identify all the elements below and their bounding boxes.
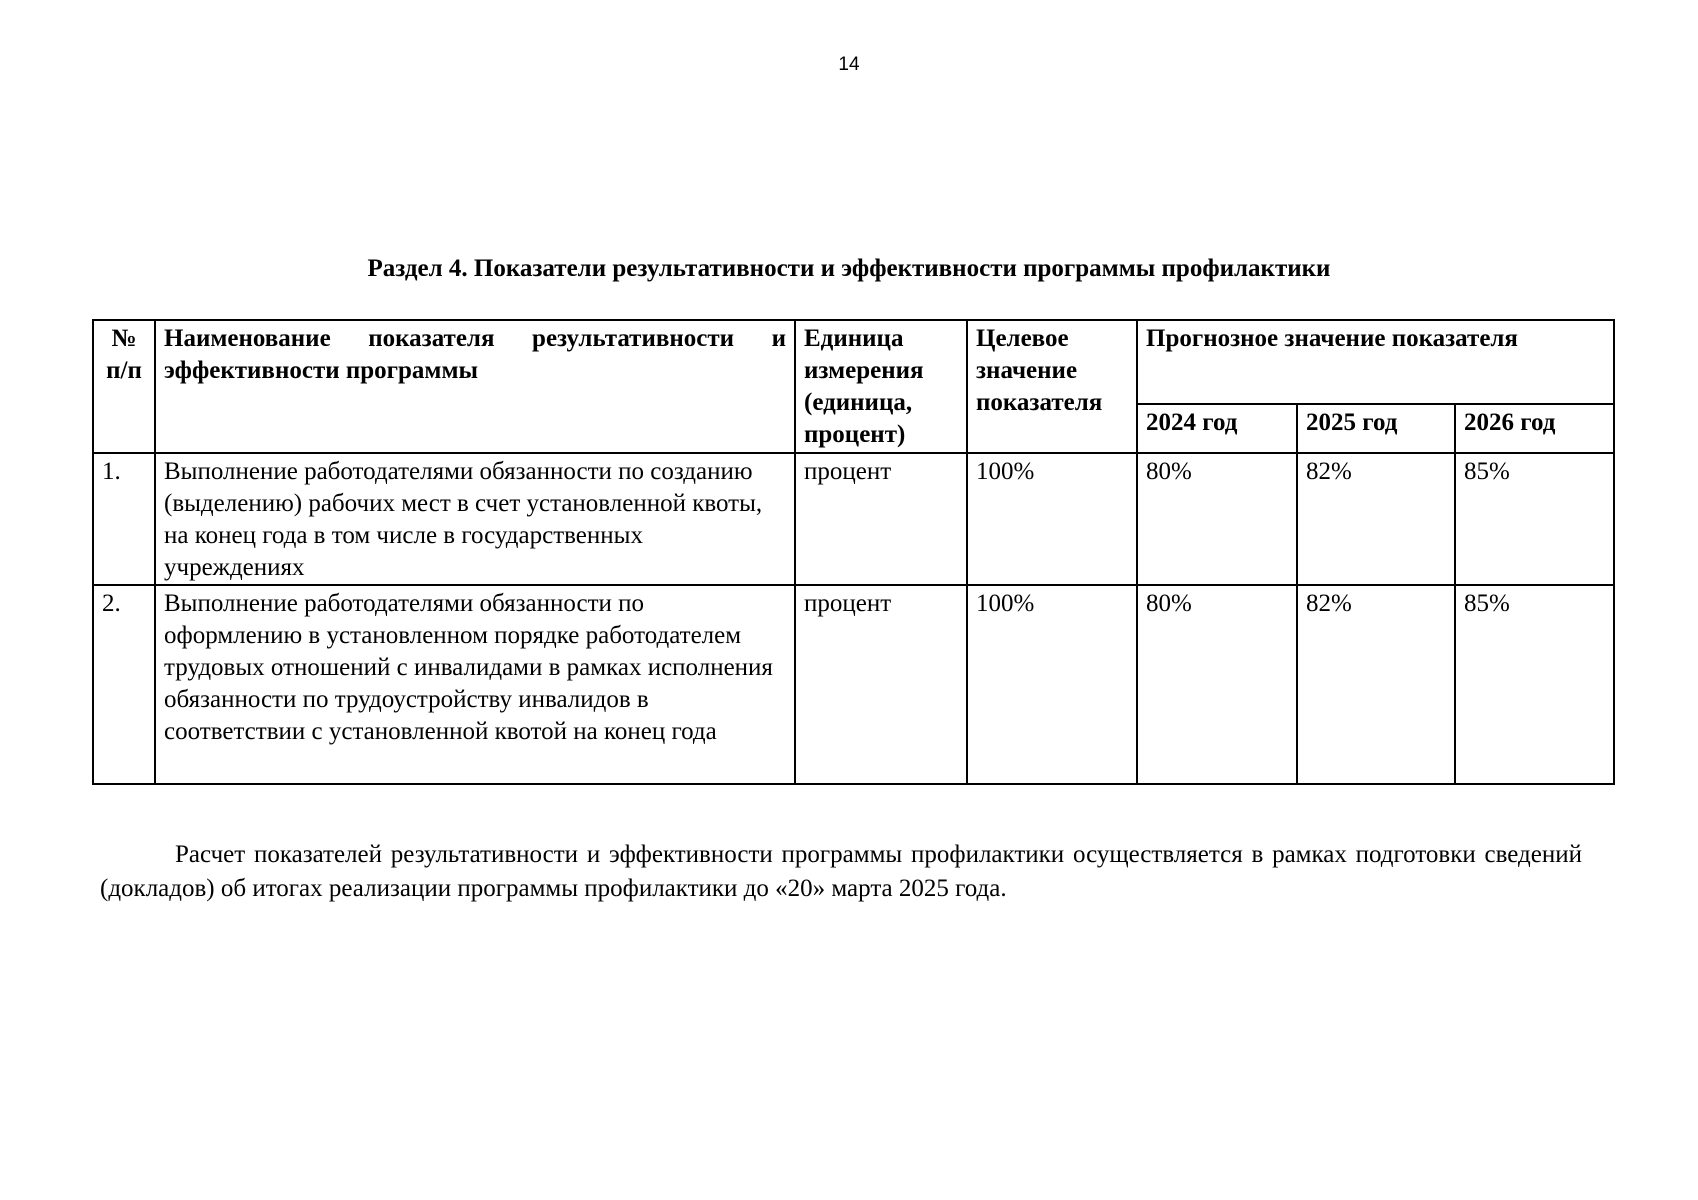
row-value-2026: 85% bbox=[1455, 585, 1614, 784]
row-value-2026: 85% bbox=[1455, 453, 1614, 585]
row-unit: процент bbox=[795, 453, 967, 585]
table-header-row bbox=[93, 320, 1614, 404]
row-target-value: 100% bbox=[967, 453, 1137, 585]
row-value-2025: 82% bbox=[1297, 453, 1455, 585]
indicators-table bbox=[92, 319, 1615, 785]
row-unit: процент bbox=[795, 585, 967, 784]
row-target-value: 100% bbox=[967, 585, 1137, 784]
row-value-2024: 80% bbox=[1137, 453, 1297, 585]
table-row bbox=[93, 453, 1614, 585]
header-year-2024: 2024 год bbox=[1137, 404, 1297, 453]
row-indicator-name: Выполнение работодателями обязанности по оформлению в установленном порядке работодателем трудовых отношений с инвалидами в рамках исполнения обязанности по трудоустройству инвалидов в соответствии с установленной квотой на конец года bbox=[155, 585, 795, 784]
header-number: № п/п bbox=[93, 320, 155, 453]
row-number: 1. bbox=[93, 453, 155, 585]
header-year-2025: 2025 год bbox=[1297, 404, 1455, 453]
header-year-2026: 2026 год bbox=[1455, 404, 1614, 453]
table-row bbox=[93, 585, 1614, 784]
page-number: 14 bbox=[838, 54, 860, 75]
section-title: Раздел 4. Показатели результативности и эффективности программы профилактики bbox=[367, 255, 1331, 282]
row-number: 2. bbox=[93, 585, 155, 784]
row-value-2025: 82% bbox=[1297, 585, 1455, 784]
row-indicator-name: Выполнение работодателями обязанности по созданию (выделению) рабочих мест в счет установленной квоты, на конец года в том числе в государственных учреждениях bbox=[155, 453, 795, 585]
header-target-value: Целевое значение показателя bbox=[967, 320, 1137, 453]
row-value-2024: 80% bbox=[1137, 585, 1297, 784]
header-indicator-name: Наименование показателя результативности и эффективности программы bbox=[155, 320, 795, 453]
header-unit: Единица измерения (единица, процент) bbox=[795, 320, 967, 453]
header-forecast-value: Прогнозное значение показателя bbox=[1137, 320, 1614, 404]
calculation-note: Расчет показателей результативности и эффективности программы профилактики осуществляется в рамках подготовки сведений (докладов) об итогах реализации программы профилактики до «20» марта 2025 года. bbox=[100, 841, 1582, 902]
